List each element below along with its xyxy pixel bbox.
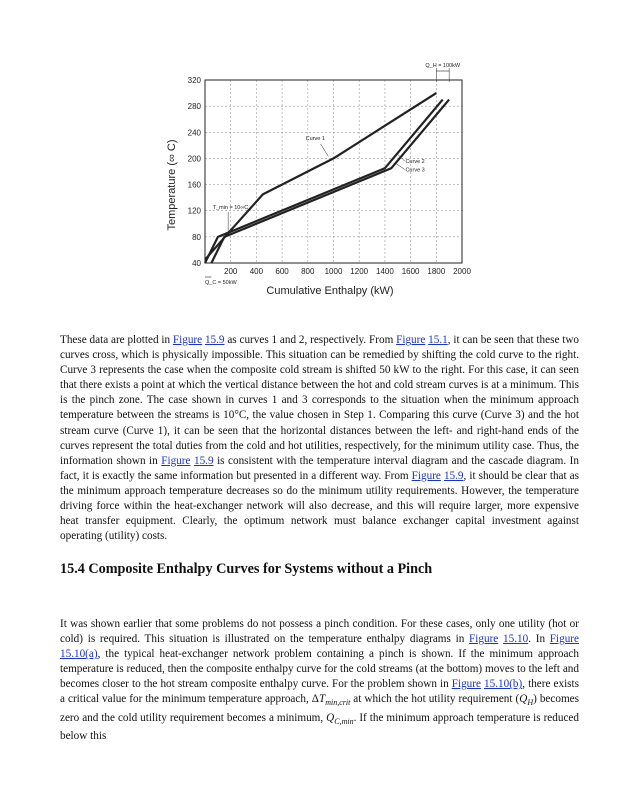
- figure-link[interactable]: Figure: [451, 678, 481, 691]
- x-tick-label: 1400: [376, 267, 394, 276]
- x-tick-label: 1600: [401, 267, 420, 276]
- section-heading: 15.4 Composite Enthalpy Curves for Systems without a Pinch: [60, 561, 433, 577]
- tmin-label: T_min = 10∞C: [212, 204, 249, 211]
- chart-lines: [205, 93, 449, 263]
- figure-link[interactable]: Figure: [161, 454, 191, 467]
- subscript: min,crit: [325, 698, 351, 708]
- paragraph-1: [60, 333, 579, 544]
- text: It was shown earlier that some problems do not possess a pinch condition. For these cases, only one utility (hot or cold) is required. This situation is illustrated on the temperature enthalpy diagrams in: [60, 618, 579, 646]
- x-tick-label: 1800: [427, 267, 446, 276]
- text: as curves 1 and 2, respectively. From: [224, 334, 397, 346]
- y-tick-label: 120: [187, 206, 201, 216]
- x-tick-label: 1000: [324, 267, 343, 276]
- text: These data are plotted in: [60, 334, 173, 346]
- y-tick-label: 80: [192, 232, 201, 242]
- y-tick-label: 280: [187, 102, 201, 112]
- figure-link[interactable]: Figure: [172, 334, 203, 346]
- x-axis-label: Cumulative Enthalpy (kW): [266, 285, 394, 297]
- y-tick-label: 160: [187, 180, 201, 190]
- figure-link[interactable]: 15.9: [193, 454, 214, 467]
- subscript: H: [527, 698, 534, 708]
- text: , the typical heat-exchanger network problem containing a pinch is shown. If the minimum approach temperature is reduced, then the composite enthalpy curve for the cold streams (at the bottom) moves to the left and becomes closer to the hot stream composite enthalpy curve. For the problem shown in: [60, 648, 579, 691]
- x-tick-label: 1200: [350, 267, 369, 276]
- symbol: Q: [519, 693, 528, 706]
- figure-link[interactable]: Figure: [396, 334, 426, 346]
- text: is consistent with the temperature interval diagram and the cascade diagram. In fact, it is exactly the same information but presented in a different way. From: [60, 454, 579, 482]
- chart-annotations: [205, 63, 461, 286]
- y-axis-label: Temperature (∞ C): [166, 139, 178, 231]
- qh-label: Q_H = 100kW: [425, 63, 461, 69]
- curve-2-label: Curve 2: [405, 159, 425, 166]
- text: . If the minimum approach temperature is reduced below this: [60, 711, 579, 743]
- figure-link[interactable]: 15.9: [443, 469, 464, 482]
- curve-1-label: Curve 1: [305, 136, 325, 143]
- figure-link[interactable]: 15.9: [204, 334, 225, 346]
- y-tick-label: 200: [187, 154, 201, 164]
- figure-link[interactable]: 15.10(a): [60, 648, 98, 661]
- leader-line: [321, 144, 329, 156]
- series-line: [205, 93, 436, 260]
- subscript: C,min: [334, 717, 354, 727]
- figure-link[interactable]: 15.1: [428, 334, 448, 346]
- leader-line: [395, 163, 405, 170]
- x-tick-label: 2000: [453, 267, 471, 276]
- text: ) becomes zero and the cold utility requirement becomes a minimum,: [60, 693, 579, 724]
- figure-link[interactable]: 15.10(b): [484, 678, 523, 691]
- figure-link[interactable]: Figure: [549, 633, 579, 646]
- y-tick-label: 240: [187, 128, 201, 138]
- qc-label: Q_C = 50kW: [205, 280, 237, 286]
- series-line: [205, 100, 443, 263]
- y-tick-label: 40: [192, 259, 201, 268]
- text: , there exists a critical value for the minimum temperature approach, Δ: [60, 678, 579, 706]
- paragraph-2: [60, 617, 579, 744]
- symbol: Q: [326, 711, 335, 724]
- series-line: [211, 100, 449, 263]
- text: , it should be clear that as the minimum approach temperature decreases so do the minimum utility requirements. However, the temperature driving force within the heat-exchanger network will also decrease, and this will require larger, more expensive heat transfer equipment. Clearly, the optimum network must balance exchanger capital investment against operating (utility) costs.: [60, 469, 579, 543]
- text: at which the hot utility requirement (: [350, 693, 520, 706]
- y-tick-label: 320: [187, 76, 201, 85]
- figure-link[interactable]: 15.10: [503, 633, 529, 646]
- curve-3-label: Curve 3: [405, 167, 425, 174]
- text: , it can be seen that these two curves cross, which is physically impossible. This situation can be remedied by shifting the cold curve to the right. Curve 3 represents the case when the composite cold stream is shifted 50 kW to the right. For this case, it can seen that there exists a point at which the vertical distance between the hot and cold stream curves is at a minimum. This is the pinch zone. The case shown in curves 1 and 3 corresponds to the situation when the minimum approach temperature between the streams is 10°C, the value chosen in Step 1. Comparing this curve (Curve 3) and the hot stream curve (Curve 1), it can be seen that the horizontal distances between the left- and right-hand ends of the curves represent the total duties from the cold and hot utilities, respectively, for the minimum utility case. Thus, the information shown in: [60, 334, 580, 467]
- x-tick-label: 800: [301, 267, 315, 276]
- symbol: T: [318, 693, 326, 706]
- x-tick-label: 200: [224, 267, 238, 276]
- figure-link[interactable]: Figure: [411, 469, 441, 482]
- temperature-enthalpy-chart: [155, 60, 485, 300]
- text: . In: [528, 633, 550, 646]
- figure-link[interactable]: Figure: [469, 633, 499, 646]
- x-tick-label: 600: [275, 267, 289, 276]
- x-tick-label: 400: [249, 267, 264, 276]
